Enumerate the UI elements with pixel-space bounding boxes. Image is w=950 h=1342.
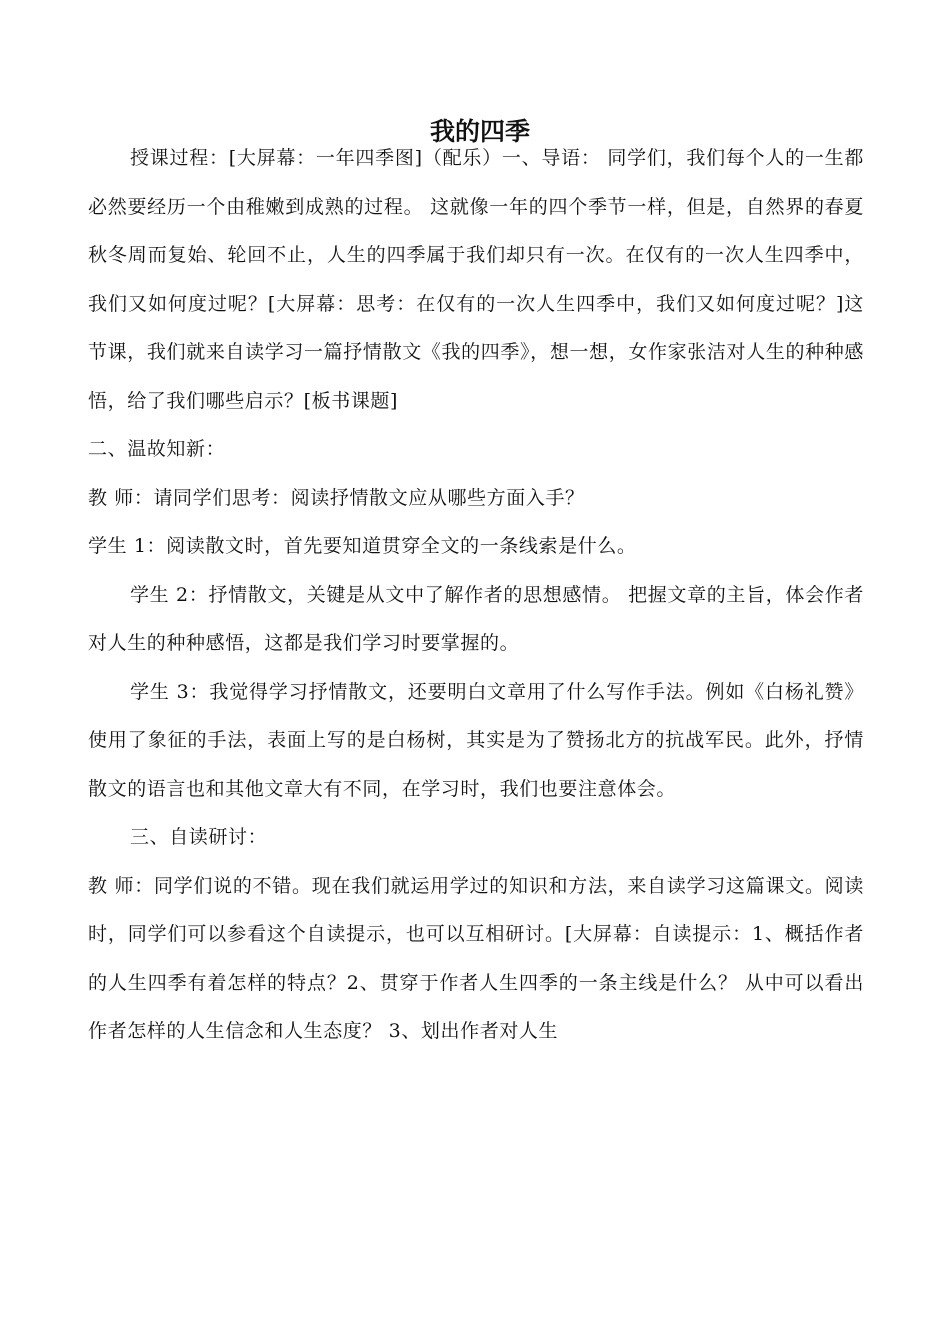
document-title: 我的四季: [429, 117, 530, 146]
paragraph-teacher-instructions: 教 师：同学们说的不错。现在我们就运用学过的知识和方法，来自读学习这篇课文。阅读时，同学们可以参看这个自读提示，也可以互相研讨。[大屏幕：自读提示：1、概括作者的人生四季有着怎样的特点？2、贯穿于作者人生四季的一条主线是什么？ 从中可以看出作者怎样的人生信念和人生态度？ 3、划出作者对人生: [88, 874, 864, 1042]
section-heading-self-study: 三、自读研讨：: [130, 826, 268, 848]
document-page: [88, 112, 864, 1056]
paragraph-student-3: 学生 3：我觉得学习抒情散文，还要明白文章用了什么写作手法。例如《白杨礼赞》使用了象征的手法，表面上写的是白杨树，其实是为了赞扬北方的抗战军民。此外，抒情散文的语言也和其他文章大有不同，在学习时，我们也要注意体会。: [88, 680, 864, 800]
paragraph-student-1: 学生 1：阅读散文时，首先要知道贯穿全文的一条线索是什么。: [88, 535, 637, 557]
paragraph-student-2: 学生 2：抒情散文，关键是从文中了解作者的思想感情。 把握文章的主旨，体会作者对人生的种种感悟，这都是我们学习时要掌握的。: [88, 583, 864, 654]
section-heading-review: 二、温故知新：: [88, 438, 226, 460]
paragraph-introduction: 授课过程：[大屏幕：一年四季图]（配乐）一、导语： 同学们，我们每个人的一生都必然要经历一个由稚嫩到成熟的过程。 这就像一年的四个季节一样，但是，自然界的春夏秋冬周而复始、轮回不止，人生的四季属于我们却只有一次。在仅有的一次人生四季中，我们又如何度过呢？[大屏幕：思考：在仅有的一次人生四季中，我们又如何度过呢？]这节课，我们就来自读学习一篇抒情散文《我的四季》，想一想，女作家张洁对人生的种种感悟，给了我们哪些启示？[板书课题]: [88, 147, 864, 412]
paragraph-teacher-question: 教 师：请同学们思考：阅读抒情散文应从哪些方面入手？: [88, 486, 585, 509]
